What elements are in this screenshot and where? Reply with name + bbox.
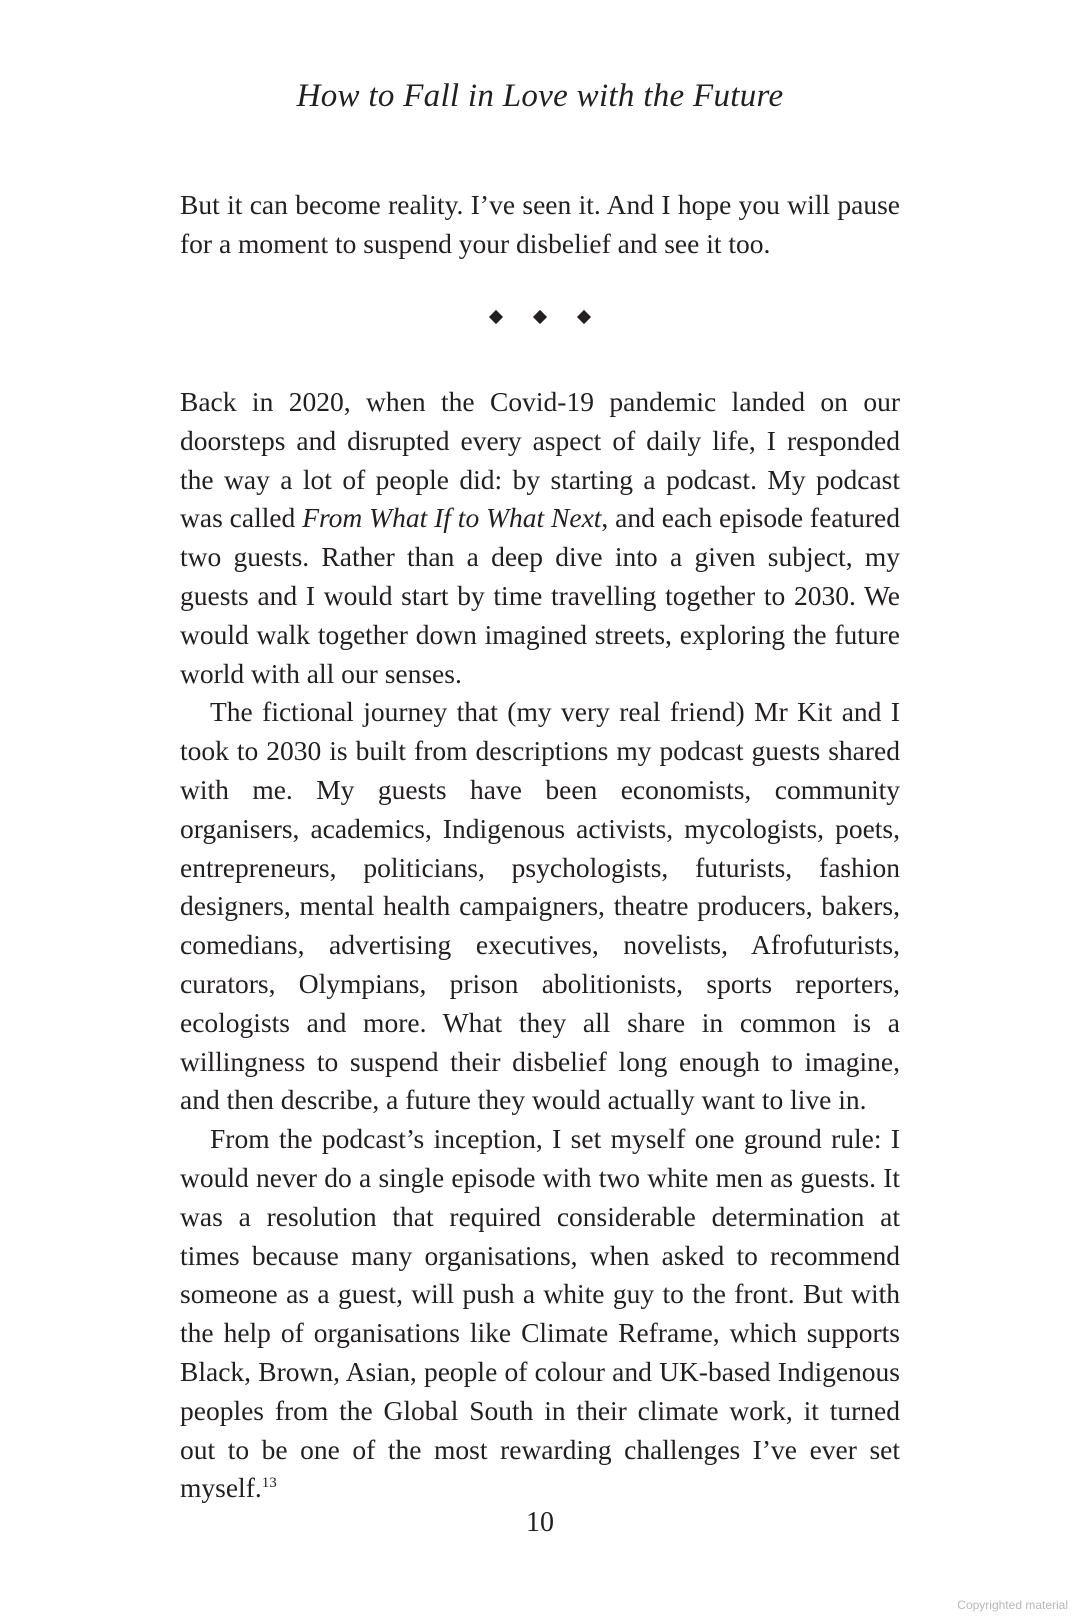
section-break-ornament	[0, 312, 1080, 322]
page-number: 10	[526, 1507, 554, 1538]
podcast-title: From What If to What Next	[302, 502, 602, 534]
diamond-icon	[577, 310, 591, 324]
running-head: How to Fall in Love with the Future	[296, 78, 784, 114]
diamond-icon	[533, 310, 547, 324]
paragraph-1: But it can become reality. I’ve seen it. And I hope you will pause for a moment to suspend your disbelief and see it too.	[180, 189, 900, 259]
paragraph-4-text: From the podcast’s inception, I set myself one ground rule: I would never do a single episode with two white men as guests. It was a resolution that required considerable determination at times because many organisations, when asked to recommend someone as a guest, will push a white guy to the front. But with the help of organisations like Climate Reframe, which supports Black, Brown, Asian, people of colour and UK-based Indigenous peoples from the Global South in their climate work, it turned out to be one of the most rewarding challenges I’ve ever set myself.	[180, 1123, 900, 1504]
footnote-reference[interactable]: 13	[261, 1475, 277, 1492]
body-text-top	[180, 186, 900, 264]
paragraph-3: The fictional journey that (my very real friend) Mr Kit and I took to 2030 is built from descriptions my podcast guests shared with me. My guests have been economists, community organisers, academics, Indigenous activists, mycologists, poets, entrepreneurs, politicians, psychologists, futurists, fashion designers, mental health campaigners, theatre producers, bakers, comedians, advertising executives, novelists, Afrofuturists, curators, Olympians, prison abolitionists, sports reporters, ecologists and more. What they all share in common is a willingness to suspend their disbelief long enough to imagine, and then describe, a future they would actually want to live in.	[180, 696, 900, 1116]
paragraph-2-text-a: Back in 2020, when the Covid-19 pandemic landed on our doorsteps and disrupted every aspect of daily life, I responded the way a lot of people did: by starting a podcast. My podcast was called	[180, 386, 900, 534]
diamond-icon	[489, 310, 503, 324]
body-text-main	[180, 383, 900, 1508]
paragraph-4	[180, 1120, 900, 1508]
paragraph-2-text-b: , and each episode featured two guests. Rather than a deep dive into a given subject, my guests and I would start by time travelling together to 2030. We would walk together down imagined streets, exploring the future world with all our senses.	[180, 502, 900, 689]
paragraph-2	[180, 383, 900, 693]
copyright-watermark: Copyrighted material	[957, 1598, 1068, 1612]
